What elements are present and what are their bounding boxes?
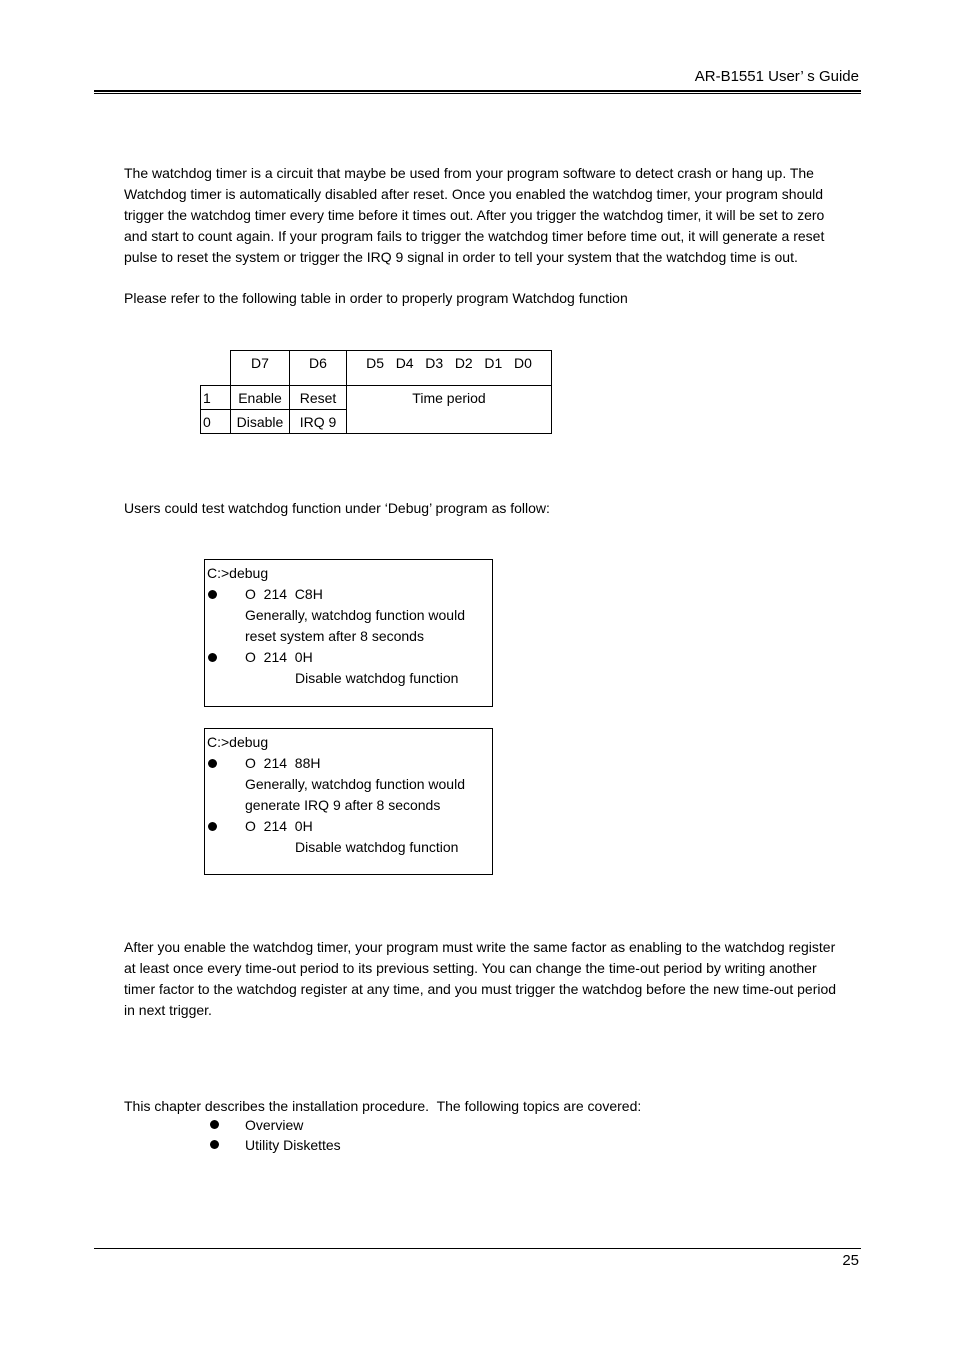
list-item [210,1135,341,1155]
debug-command: O 214 C8H [245,586,323,602]
header-rule-thin [94,93,861,94]
bullet-icon [208,822,217,831]
bullet-icon [208,590,217,599]
refer-paragraph [124,288,864,309]
intro-line: trigger the watchdog timer every time before it times out. After you trigger the watchdog timer, it will be set to zero [124,207,825,223]
after-line: After you enable the watchdog timer, your program must write the same factor as enabling to the watchdog register [124,939,836,955]
table-cell-time-period: Time period [347,386,552,434]
debug-description: Generally, watchdog function would [245,776,465,792]
intro-line: and start to count again. If your program fails to trigger the watchdog timer before time out, it will generate a reset [124,228,825,244]
intro-line: Watchdog timer is automatically disabled after reset. Once you enabled the watchdog timer, your program should [124,186,824,202]
table-cell-value: 1 [201,386,231,410]
debug-command-line [205,584,492,605]
debug-description: Disable watchdog function [295,670,459,686]
topic-label: Overview [245,1117,304,1133]
debug-prompt: C:>debug [207,565,269,581]
debug-example-box [204,728,493,875]
table-cell-d6: IRQ 9 [290,410,347,434]
debug-description: reset system after 8 seconds [245,628,424,644]
debug-example-box [204,559,493,707]
debug-description: Disable watchdog function [295,839,459,855]
table-header-row [201,351,552,386]
debug-command-line [205,647,492,668]
intro-line: The watchdog timer is a circuit that maybe be used from your program software to detect crash or hang up. The [124,165,814,181]
list-item [210,1115,341,1135]
table-cell-d6: Reset [290,386,347,410]
table-cell-value: 0 [201,410,231,434]
bullet-icon [208,653,217,662]
debug-command: O 214 0H [245,649,313,665]
page-number: 25 [842,1252,859,1269]
bullet-icon [210,1120,219,1129]
debug-command-line [205,816,492,837]
topic-label: Utility Diskettes [245,1137,341,1153]
bullet-icon [210,1140,219,1149]
after-line: timer factor to the watchdog register at any time, and you must trigger the watchdog before the new time-out period [124,981,837,997]
table-cell-d7: Enable [231,386,290,410]
intro-paragraph [124,163,864,268]
table-corner-cell [201,351,231,386]
watchdog-register-table [200,350,552,434]
debug-command-line [205,753,492,774]
topic-list [210,1115,341,1155]
after-line: at least once every time-out period to its previous setting. You can change the time-out period by writing another [124,960,817,976]
intro-line: pulse to reset the system or trigger the IRQ 9 signal in order to tell your system that the watchdog time is out. [124,249,798,265]
after-paragraph [124,937,864,1021]
debug-description: generate IRQ 9 after 8 seconds [245,797,441,813]
debug-intro-paragraph [124,498,864,519]
table-header-d6: D6 [290,351,347,386]
debug-intro-text: Users could test watchdog function under ‘Debug’ program as follow: [124,500,550,516]
page-header-title: AR-B1551 User’ s Guide [694,68,859,85]
footer-rule [94,1248,861,1249]
debug-command: O 214 88H [245,755,321,771]
chapter-intro-text: This chapter describes the installation procedure. The following topics are covered: [124,1098,642,1114]
table-header-d5-d0: D5 D4 D3 D2 D1 D0 [347,351,552,386]
table-header-d7: D7 [231,351,290,386]
debug-command: O 214 0H [245,818,313,834]
table-cell-d7: Disable [231,410,290,434]
debug-prompt: C:>debug [207,734,269,750]
bullet-icon [208,759,217,768]
after-line: in next trigger. [124,1002,212,1018]
header-rule [94,90,861,92]
chapter-intro-paragraph [124,1096,864,1117]
refer-text: Please refer to the following table in order to properly program Watchdog function [124,290,628,306]
table-row [201,386,552,410]
debug-description: Generally, watchdog function would [245,607,465,623]
